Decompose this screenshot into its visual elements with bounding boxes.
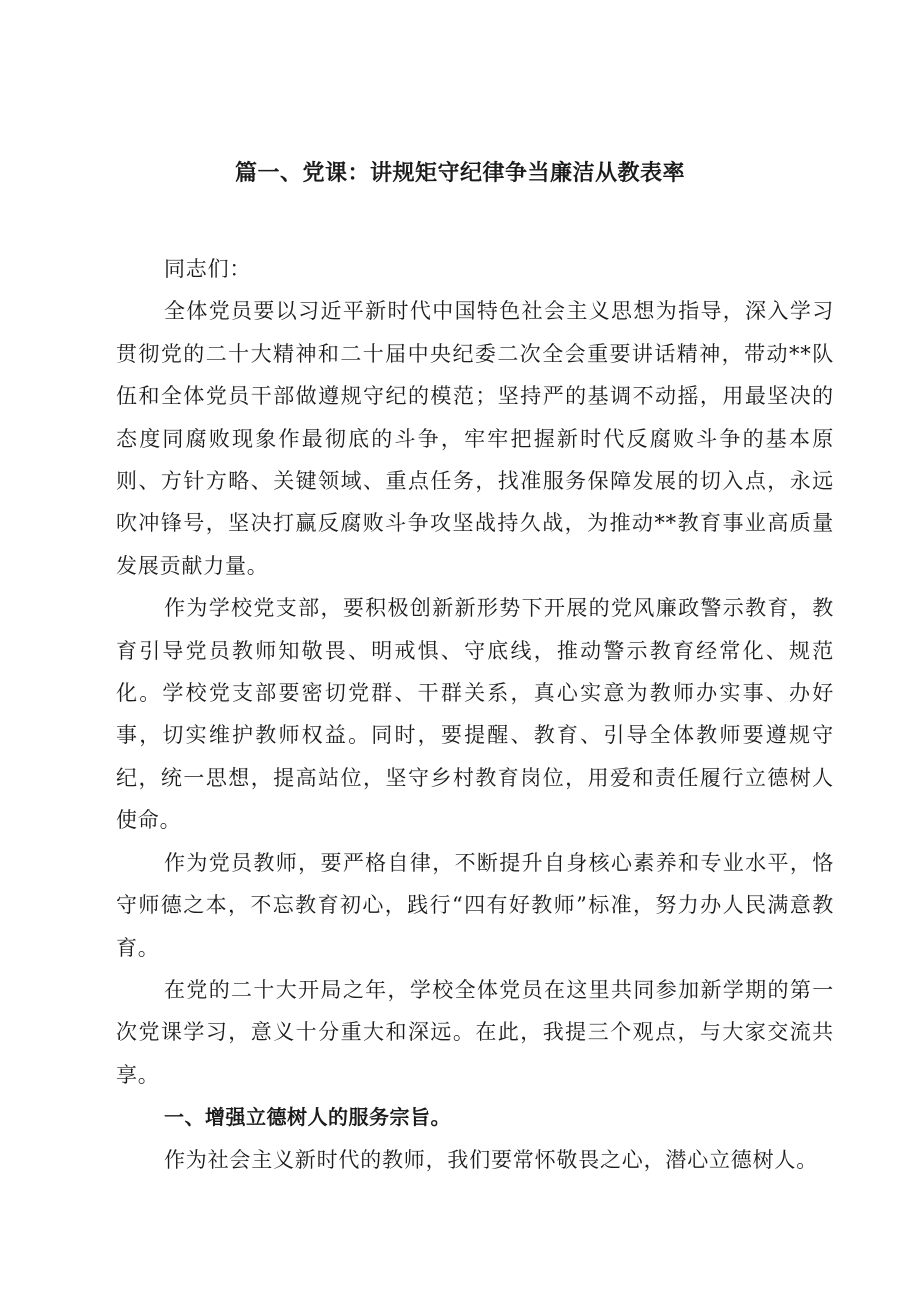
salutation: 同志们：: [164, 257, 252, 281]
paragraph-2: 作为学校党支部，要积极创新新形势下开展的党风廉政警示教育，教育引导党员教师知敬畏、明戒惧、守底线，推动警示教育经常化、规范化。学校党支部要密切党群、干群关系，真心实意为教师办实事、办好事，切实维护教师权益。同时，要提醒、教育、引导全体教师要遵规守纪，统一思想，提高站位，坚守乡村教育岗位，用爱和责任履行立德树人使命。: [116, 596, 834, 833]
paragraph-4: 在党的二十大开局之年，学校全体党员在这里共同参加新学期的第一次党课学习，意义十分重大和深远。在此，我提三个观点，与大家交流共享。: [116, 977, 834, 1087]
document-title: 篇一、党课：讲规矩守纪律争当廉洁从教表率: [234, 161, 685, 186]
document-body: [116, 248, 834, 1181]
paragraph-1: 全体党员要以习近平新时代中国特色社会主义思想为指导，深入学习贯彻党的二十大精神和二十届中央纪委二次全会重要讲话精神，带动**队伍和全体党员干部做遵规守纪的模范；坚持严的基调不动摇，用最坚决的态度同腐败现象作最彻底的斗争，牢牢把握新时代反腐败斗争的基本原则、方针方略、关键领域、重点任务，找准服务保障发展的切入点，永远吹冲锋号，坚决打赢反腐败斗争攻坚战持久战，为推动**教育事业高质量发展贡献力量。: [116, 299, 834, 578]
paragraph-3: 作为党员教师，要严格自律，不断提升自身核心素养和专业水平，恪守师德之本，不忘教育初心，践行“四有好教师”标准，努力办人民满意教育。: [116, 850, 834, 960]
section-heading: 一、增强立德树人的服务宗旨。: [164, 1105, 451, 1130]
paragraph-5: 作为社会主义新时代的教师，我们要常怀敬畏之心，潜心立德树人。: [164, 1147, 818, 1172]
